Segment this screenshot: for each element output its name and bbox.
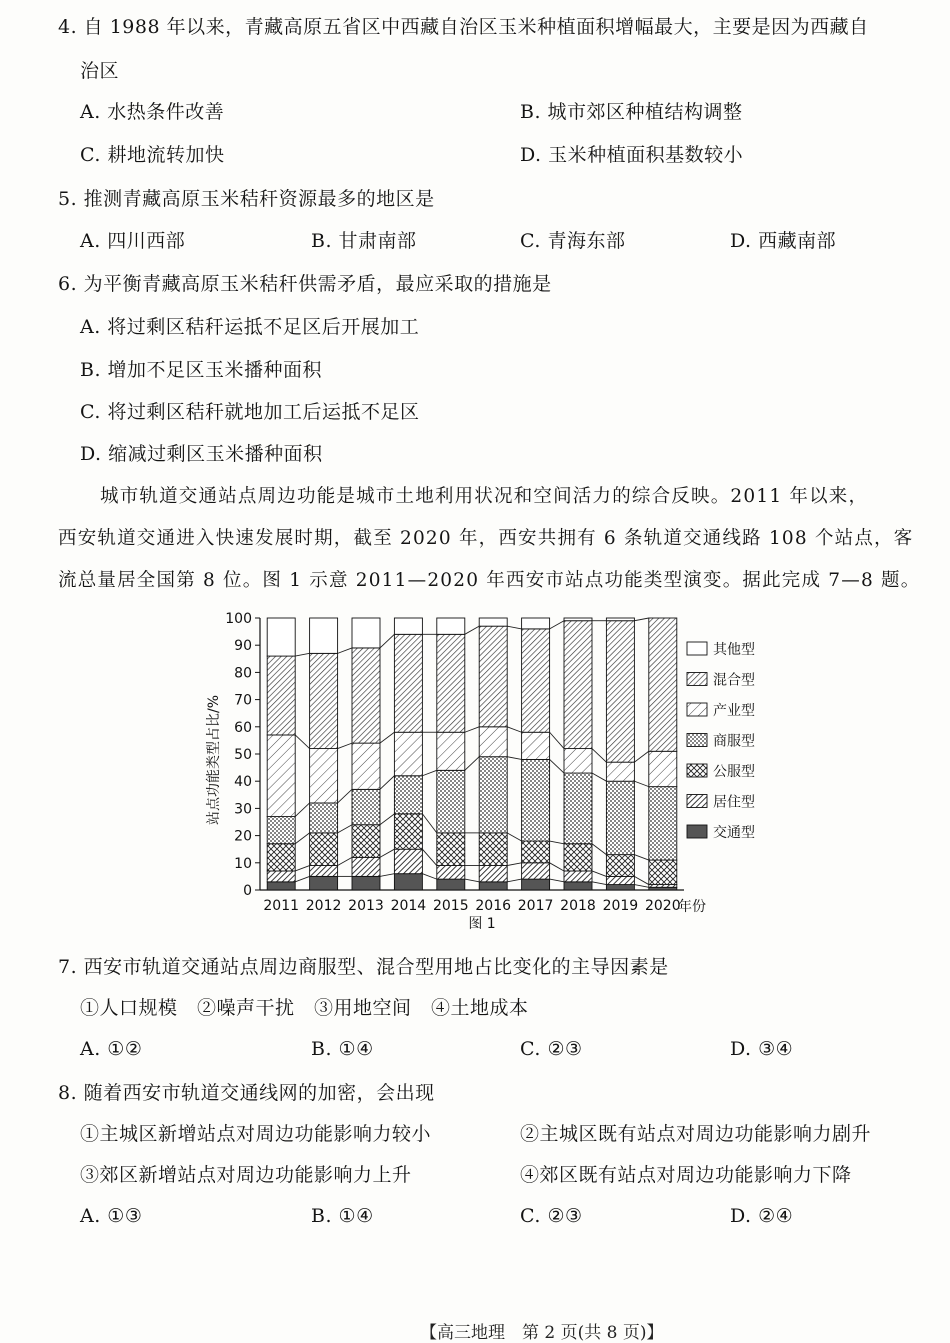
connector-line (550, 621, 564, 629)
connector-line (380, 874, 394, 877)
q8-option-d: D. ②④ (730, 1205, 794, 1227)
connector-line (380, 732, 394, 743)
bar-segment (352, 857, 380, 876)
y-tick-label: 50 (234, 747, 252, 763)
q5-option-b: B. 甘肃南部 (311, 230, 417, 252)
connector-line (338, 857, 352, 865)
bar-segment (267, 817, 295, 844)
bar-segment (437, 833, 465, 866)
q5-option-c: C. 青海东部 (520, 230, 626, 252)
x-tick-label: 2020 (644, 898, 681, 914)
q5-option-a: A. 四川西部 (80, 230, 186, 252)
connector-line (465, 727, 479, 732)
connector-line (507, 879, 521, 882)
bar-segment (606, 876, 634, 884)
bar-segment (606, 762, 634, 781)
bar-segment (437, 879, 465, 890)
connector-line (507, 626, 521, 629)
connector-line (592, 882, 606, 885)
connector-line (295, 735, 309, 749)
bar-segment (310, 749, 338, 803)
bar-segment (394, 634, 422, 732)
connector-line (422, 849, 436, 865)
q8-option-c: C. ②③ (520, 1205, 583, 1227)
connector-line (295, 833, 309, 844)
bar-segment (649, 860, 677, 884)
passage-line1: 城市轨道交通站点周边功能是城市土地利用状况和空间活力的综合反映。2011 年以来， (100, 486, 869, 507)
q8-stem: 8. 随着西安市轨道交通线网的加密，会出现 (58, 1082, 435, 1104)
bar-segment (564, 844, 592, 871)
connector-line (550, 879, 564, 882)
connector-line (550, 759, 564, 773)
connector-line (550, 841, 564, 844)
x-tick-label: 2014 (390, 898, 427, 914)
q6-option-c: C. 将过剩区秸秆就地加工后运抵不足区 (80, 401, 420, 423)
y-tick-label: 70 (234, 692, 252, 709)
q4-option-c: C. 耕地流转加快 (80, 144, 225, 166)
bar-segment (352, 789, 380, 824)
legend-label: 居住型 (713, 794, 755, 811)
bar-segment (310, 653, 338, 748)
bar-segment (437, 732, 465, 770)
x-tick-label: 2015 (432, 898, 469, 914)
bar-segment (310, 876, 338, 890)
y-tick-label: 90 (234, 638, 252, 655)
q8-statement-3: ③郊区新增站点对周边功能影响力上升 (80, 1164, 412, 1186)
q7-option-a: A. ①② (80, 1038, 143, 1060)
legend-swatch (687, 825, 707, 838)
bar-segment (479, 618, 507, 626)
bar-segment (564, 773, 592, 844)
x-tick-label: 2011 (263, 898, 300, 914)
connector-line (592, 844, 606, 855)
bar-segment (479, 757, 507, 833)
q6-option-d: D. 缩减过剩区玉米播种面积 (80, 443, 323, 465)
q7-option-b: B. ①④ (311, 1038, 374, 1060)
chart-y-axis-label: 站点功能类型占比/% (206, 694, 222, 826)
y-tick-label: 40 (234, 774, 252, 791)
bar-segment (394, 814, 422, 849)
bar-segment (606, 885, 634, 890)
q4-option-b: B. 城市郊区种植结构调整 (520, 101, 743, 123)
q4-option-d: D. 玉米种植面积基数较小 (520, 144, 744, 166)
q6-option-b: B. 增加不足区玉米播种面积 (80, 359, 323, 381)
bar-segment (522, 879, 550, 890)
bar-segment (394, 849, 422, 873)
bar-segment (522, 759, 550, 841)
connector-line (634, 855, 648, 860)
q7-option-d: D. ③④ (730, 1038, 794, 1060)
chart-title: 图 1 (468, 916, 496, 932)
legend-swatch (687, 673, 707, 686)
page-footer: 【高三地理 第 2 页(共 8 页)】 (420, 1323, 664, 1343)
bar-segment (267, 882, 295, 890)
bar-segment (479, 833, 507, 866)
stacked-bar-chart (190, 600, 755, 935)
bar-segment (479, 882, 507, 890)
q8-option-a: A. ①③ (80, 1205, 143, 1227)
bar-segment (267, 656, 295, 735)
bar-segment (267, 735, 295, 817)
bar-segment (522, 732, 550, 759)
y-tick-label: 0 (243, 883, 252, 899)
bar-segment (394, 874, 422, 890)
bar-segment (522, 863, 550, 879)
connector-line (634, 751, 648, 762)
connector-line (338, 648, 352, 653)
q7-stem: 7. 西安市轨道交通站点周边商服型、混合型用地占比变化的主导因素是 (58, 956, 669, 978)
bar-segment (267, 844, 295, 871)
chart-bars (267, 618, 677, 890)
q5-stem: 5. 推测青藏高原玉米秸秆资源最多的地区是 (58, 188, 435, 210)
bar-segment (564, 618, 592, 621)
q6-option-a: A. 将过剩区秸秆运抵不足区后开展加工 (80, 316, 420, 338)
y-tick-label: 100 (225, 611, 252, 627)
connector-line (295, 653, 309, 656)
connector-line (422, 814, 436, 833)
connector-line (592, 749, 606, 763)
connector-line (465, 757, 479, 771)
bar-segment (606, 855, 634, 877)
legend-swatch (687, 703, 707, 716)
bar-segment (606, 618, 634, 621)
legend-label: 混合型 (713, 672, 755, 689)
bar-segment (267, 871, 295, 882)
connector-line (295, 866, 309, 871)
x-tick-label: 2018 (560, 898, 596, 914)
y-tick-label: 30 (234, 801, 252, 818)
figure-1 (190, 600, 755, 935)
connector-line (634, 885, 648, 888)
y-tick-label: 80 (234, 665, 252, 682)
q7-option-c: C. ②③ (520, 1038, 583, 1060)
bar-segment (479, 727, 507, 757)
q4-option-a: A. 水热条件改善 (80, 101, 225, 123)
bar-segment (437, 618, 465, 634)
passage-line2: 西安轨道交通进入快速发展时期，截至 2020 年，西安共拥有 6 条轨道交通线路 108 个站点，客 (58, 528, 914, 549)
legend-label: 公服型 (713, 764, 755, 780)
connector-line (507, 757, 521, 760)
bar-segment (522, 618, 550, 629)
x-tick-label: 2016 (475, 898, 512, 914)
q4-stem-line2: 治区 (80, 60, 120, 82)
bar-segment (606, 621, 634, 762)
chart-legend (687, 641, 755, 841)
bar-segment (479, 626, 507, 727)
q8-statement-4: ④郊区既有站点对周边功能影响力下降 (520, 1164, 852, 1186)
bar-segment (564, 871, 592, 882)
bar-segment (352, 825, 380, 858)
bar-segment (437, 866, 465, 880)
bar-segment (267, 618, 295, 656)
connector-line (592, 773, 606, 781)
bar-segment (310, 618, 338, 653)
connector-line (550, 732, 564, 748)
connector-line (465, 626, 479, 634)
connector-line (592, 871, 606, 876)
connector-line (550, 863, 564, 871)
bar-segment (564, 749, 592, 773)
connector-line (380, 634, 394, 648)
connector-line (507, 863, 521, 866)
bar-segment (437, 770, 465, 833)
connector-line (380, 814, 394, 825)
q6-stem: 6. 为平衡青藏高原玉米秸秆供需矛盾，最应采取的措施是 (58, 273, 552, 295)
connector-line (338, 825, 352, 833)
connector-line (338, 789, 352, 803)
bar-segment (479, 866, 507, 882)
bar-segment (649, 787, 677, 860)
y-tick-label: 60 (234, 719, 252, 736)
passage-line3: 流总量居全国第 8 位。图 1 示意 2011—2020 年西安市站点功能类型演变。据此完成 7—8 题。 (58, 570, 921, 591)
bar-segment (352, 648, 380, 743)
x-tick-label: 2012 (305, 898, 342, 914)
q7-statements: ①人口规模 ②噪声干扰 ③用地空间 ④土地成本 (80, 997, 529, 1019)
connector-line (634, 876, 648, 884)
legend-label: 交通型 (713, 825, 755, 841)
bar-segment (394, 732, 422, 776)
q4-stem-line1: 4. 自 1988 年以来，青藏高原五省区中西藏自治区玉米种植面积增幅最大，主要是因为西藏自 (58, 16, 869, 38)
bar-segment (522, 629, 550, 732)
bar-segment (310, 866, 338, 877)
legend-swatch (687, 764, 707, 777)
x-tick-label: 2019 (602, 898, 639, 914)
connector-line (465, 879, 479, 882)
legend-label: 商服型 (713, 733, 755, 750)
bar-segment (522, 841, 550, 863)
bar-segment (352, 743, 380, 789)
bar-segment (649, 618, 677, 751)
connector-line (634, 618, 648, 621)
chart-connector-lines (295, 618, 649, 887)
y-tick-label: 20 (234, 828, 252, 845)
connector-line (422, 874, 436, 879)
bar-segment (394, 776, 422, 814)
bar-segment (310, 833, 338, 866)
bar-segment (352, 876, 380, 890)
legend-swatch (687, 795, 707, 808)
connector-line (507, 727, 521, 732)
connector-line (634, 781, 648, 786)
x-tick-label: 2013 (348, 898, 384, 914)
x-tick-label: 2017 (517, 898, 554, 914)
connector-line (380, 849, 394, 857)
bar-segment (606, 781, 634, 854)
legend-swatch (687, 734, 707, 747)
q5-option-d: D. 西藏南部 (730, 230, 837, 252)
connector-line (422, 770, 436, 775)
q8-statement-1: ①主城区新增站点对周边功能影响力较小 (80, 1123, 432, 1145)
connector-line (295, 803, 309, 817)
q8-statement-2: ②主城区既有站点对周边功能影响力剧升 (520, 1123, 872, 1145)
legend-swatch (687, 642, 707, 655)
connector-line (380, 776, 394, 790)
bar-segment (310, 803, 338, 833)
connector-line (295, 876, 309, 881)
chart-x-axis-label: 年份 (678, 899, 706, 915)
y-tick-label: 10 (234, 855, 252, 872)
connector-line (507, 833, 521, 841)
bar-segment (564, 621, 592, 749)
legend-label: 产业型 (713, 703, 755, 719)
legend-label: 其他型 (713, 642, 755, 658)
bar-segment (394, 618, 422, 634)
connector-line (338, 743, 352, 748)
bar-segment (437, 634, 465, 732)
bar-segment (564, 882, 592, 890)
q8-option-b: B. ①④ (311, 1205, 374, 1227)
bar-segment (649, 751, 677, 786)
bar-segment (352, 618, 380, 648)
